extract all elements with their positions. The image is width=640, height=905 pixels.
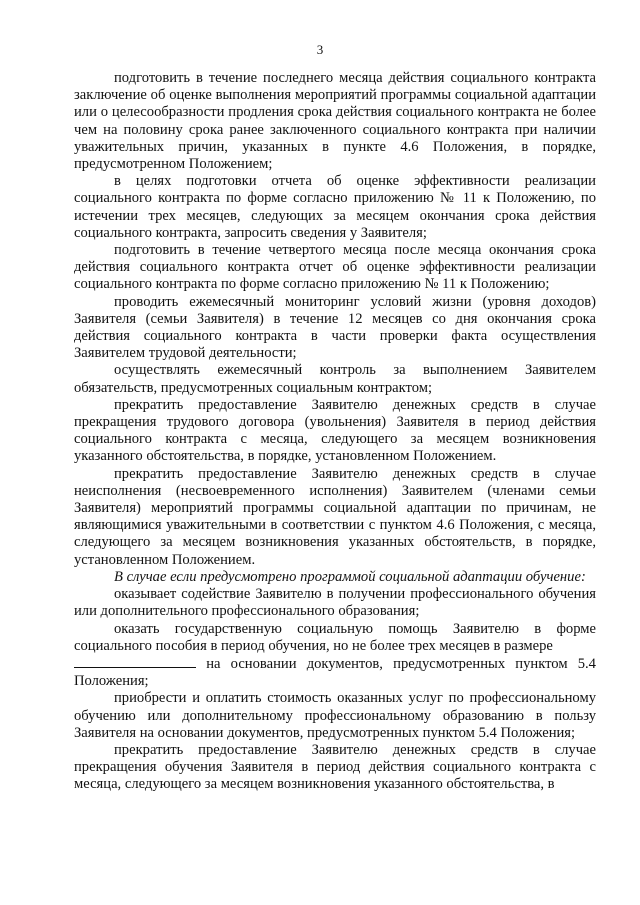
document-body [74, 70, 596, 794]
paragraph-report-request: в целях подготовки отчета об оценке эффективности реализации социального контракта по форме согласно приложению № 11 к Положению, по истечении трех месяцев, следующих за месяцем окончания срока действия социального контракта, запросить сведения у Заявителя; [74, 173, 596, 241]
paragraph-stop-dismissal: прекратить предоставление Заявителю денежных средств в случае прекращения трудового договора (увольнения) Заявителя в период действия социального контракта с месяца, следующего за месяцем возникновения указанного обстоятельства, в порядке, установленном Положением. [74, 396, 596, 465]
paragraph-stop-nonfulfillment: прекратить предоставление Заявителю денежных средств в случае неисполнения (несвоевременного исполнения) Заявителем (членами семьи Заявителя) мероприятий программы социальной адаптации по причинам, не являющимися уважительными в соответствии с пунктом 4.6 Положения, с месяца, следующего за месяцем возникновения указанных обстоятельств, в порядке, установленном Положением. [74, 465, 596, 568]
paragraph-efficiency-report: подготовить в течение четвертого месяца после месяца окончания срока действия социального контракта отчет об оценке эффективности реализации социального контракта по форме согласно приложению № 11 к Положению; [74, 242, 596, 293]
allowance-text-after: на основании документов, предусмотренных пунктом 5.4 Положения; [74, 655, 596, 690]
paragraph-control: осуществлять ежемесячный контроль за выполнением Заявителем обязательств, предусмотренных социальным контрактом; [74, 362, 596, 396]
paragraph-stop-training: прекратить предоставление Заявителю денежных средств в случае прекращения обучения Заявителя в период действия социального контракта с месяца, следующего за месяцем возникновения указанного обстоятельства, в [74, 741, 596, 793]
paragraph-pay-services: приобрести и оплатить стоимость оказанных услуг по профессиональному обучению или дополнительному профессиональному образованию в пользу Заявителя на основании документов, предусмотренных пунктом 5.4 Положения; [74, 690, 596, 741]
paragraph-monitoring: проводить ежемесячный мониторинг условий жизни (уровня доходов) Заявителя (семьи Заявителя) в течение 12 месяцев со дня окончания срока действия социального контракта в части проверки факта осуществления Заявителем трудовой деятельности; [74, 293, 596, 362]
allowance-text-before: оказать государственную социальную помощь Заявителю в форме социального пособия в период обучения, но не более трех месяцев в размере [74, 620, 596, 654]
paragraph-training-assistance: оказывает содействие Заявителю в получении профессионального обучения или дополнительного профессионального образования; [74, 586, 596, 620]
section-heading-training: В случае если предусмотрено программой социальной адаптации обучение: [114, 568, 586, 585]
amount-blank-line [74, 655, 196, 668]
page-number: 3 [316, 42, 324, 57]
paragraph-social-allowance [74, 621, 596, 691]
paragraph-conclusion: подготовить в течение последнего месяца действия социального контракта заключение об оценке выполнения мероприятий программы социальной адаптации или о целесообразности продления срока действия социального контракта не более чем на половину срока ранее заключенного социального контракта при наличии уважительных причин, указанных в пункте 4.6 Положения, в порядке, предусмотренном Положением; [74, 70, 596, 173]
